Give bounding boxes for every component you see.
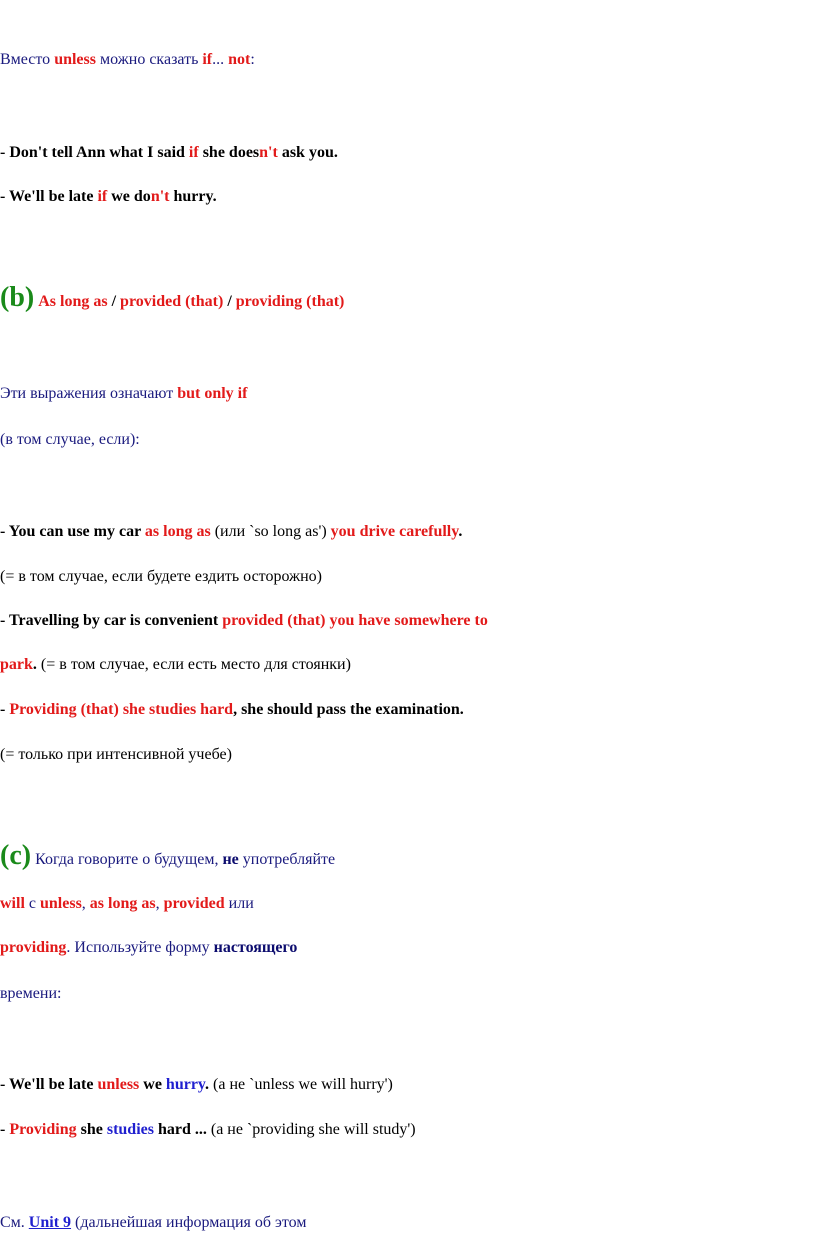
phrase: providing (that) [235, 293, 345, 310]
text: с [24, 895, 40, 912]
highlight: you drive carefully [330, 523, 459, 540]
text: - We'll be late [0, 1076, 98, 1093]
text: (дальнейшая информация об этом [71, 1214, 307, 1231]
example-line-1 [0, 143, 338, 163]
section-marker-b: (b) [0, 282, 35, 313]
highlight: unless [97, 1076, 140, 1093]
section-c-line-1 [0, 839, 335, 877]
highlight: Providing (that) she studies hard [9, 701, 234, 718]
text: we [139, 1076, 166, 1093]
verb-highlight: studies [106, 1121, 154, 1138]
text: Эти выражения означают [0, 385, 178, 402]
example-line-2 [0, 187, 217, 207]
highlight: park [0, 656, 33, 673]
b-example-2 [0, 611, 488, 631]
phrase: As long as [38, 293, 108, 310]
text: . [205, 1076, 210, 1093]
highlight: unless [40, 895, 82, 912]
text: Вместо [0, 51, 55, 68]
highlight: if [188, 144, 199, 161]
text: (= в том случае, если есть место для стоянки) [40, 656, 351, 673]
phrase: provided (that) [120, 293, 224, 310]
text: - Travelling by car is convenient [0, 612, 223, 629]
highlight: as long as [144, 523, 211, 540]
b-example-1 [0, 522, 462, 542]
intro-line [0, 50, 255, 70]
text: she does [198, 144, 260, 161]
text: hard ... [153, 1121, 207, 1138]
text: Когда говорите о будущем, [31, 851, 223, 868]
text: (а не `providing she will study') [206, 1121, 416, 1138]
text: - Don't tell Ann what I said [0, 144, 189, 161]
highlight: as long as [89, 895, 156, 912]
meaning-line [0, 384, 247, 404]
text: , she should pass the examination. [233, 701, 464, 718]
text: . Используйте форму [66, 939, 214, 956]
text: , [81, 895, 90, 912]
b-example-3-translation [0, 745, 232, 765]
text: . [32, 656, 41, 673]
separator: / [223, 293, 236, 310]
c-example-2 [0, 1120, 416, 1140]
meaning-line-2 [0, 430, 140, 450]
text: , [155, 895, 164, 912]
section-marker-c: (c) [0, 840, 32, 871]
highlight: if [97, 188, 108, 205]
text: . [458, 523, 463, 540]
highlight: provided (that) you have somewhere to [222, 612, 488, 629]
b-example-2-cont [0, 655, 351, 675]
text: (а не `unless we will hurry') [209, 1076, 393, 1093]
text: : [250, 51, 255, 68]
b-example-3 [0, 700, 464, 720]
keyword-not: not [228, 51, 251, 68]
keyword-unless: unless [54, 51, 96, 68]
text: ... [212, 51, 229, 68]
text: ask you. [277, 144, 338, 161]
section-c-line-4 [0, 984, 61, 1004]
text: времени: [0, 985, 62, 1002]
highlight: but only if [177, 385, 248, 402]
section-c-line-2 [0, 894, 254, 914]
highlight: providing [0, 939, 67, 956]
keyword-if: if [202, 51, 213, 68]
text: употребляйте [238, 851, 336, 868]
text: - You can use my car [0, 523, 145, 540]
b-example-1-translation [0, 567, 322, 587]
text: we do [107, 188, 151, 205]
text: - [0, 1121, 10, 1138]
highlight: Providing [9, 1121, 77, 1138]
section-c-line-3 [0, 938, 297, 958]
text: (или `so long as') [210, 523, 331, 540]
highlight: will [0, 895, 25, 912]
text: можно сказать [95, 51, 203, 68]
text: или [224, 895, 254, 912]
separator: / [107, 293, 121, 310]
see-also-line [0, 1213, 307, 1233]
unit-9-link[interactable]: Unit 9 [28, 1214, 72, 1231]
highlight: provided [163, 895, 225, 912]
verb-highlight: hurry [165, 1076, 206, 1093]
text: hurry. [169, 188, 217, 205]
highlight: n't [259, 144, 278, 161]
text: См. [0, 1214, 29, 1231]
c-example-1 [0, 1075, 393, 1095]
emphasis: не [222, 851, 239, 868]
emphasis: настоящего [213, 939, 298, 956]
text: she [76, 1121, 107, 1138]
text: - We'll be late [0, 188, 98, 205]
text: - [0, 701, 10, 718]
text: (= только при интенсивной учебе) [0, 746, 232, 763]
text: (в том случае, если): [0, 431, 140, 448]
section-b-heading [0, 281, 344, 319]
text: (= в том случае, если будете ездить осторожно) [0, 568, 322, 585]
highlight: n't [150, 188, 170, 205]
